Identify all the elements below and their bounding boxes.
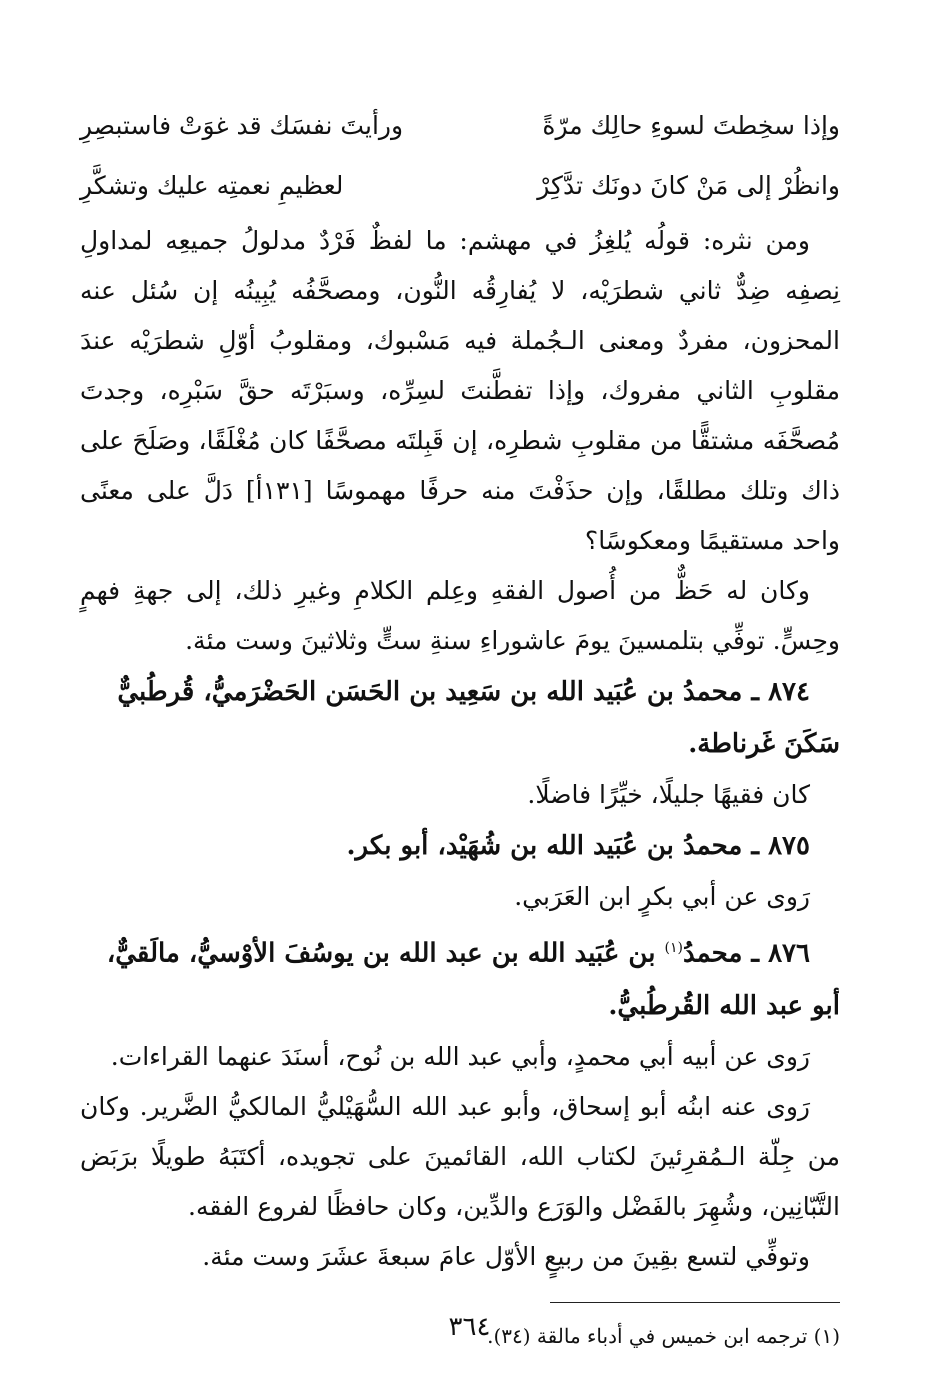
entry-876-text: رَوى عن أبيه أبي محمدٍ، وأبي عبد الله بن نُوح، أسنَدَ عنهما القراءات. [110,1041,810,1071]
poem-verse [80,96,840,156]
biography-paragraph: وكان له حَظٌّ من أُصول الفقهِ وعِلم الكلامِ وغيرِ ذلك، إلى جهةِ فهمٍ وحِسٍّ. توفِّي بتلمسينَ يومَ عاشوراءِ سنةِ ستٍّ وثلاثينَ وست مئة. [80,576,840,655]
verse-second-hemistich: ورأيتَ نفسَك قد غوَتْ فاستبصِرِ [80,111,404,140]
entry-875-text: رَوى عن أبي بكرٍ ابن العَرَبي. [514,882,810,911]
riddle-paragraph: ومن نثره: قولُه يُلغِزُ في مهشم: ما لفظٌ فَرْدٌ مدلولُ جميعِه لمداولِ نِصفِه ضِدٌّ ثاني شطرَيْه، لا يُفارِقُه النُّون، ومصحَّفُه يُبِينُه إن سُئل عنه المحزون، مفردٌ ومعنى الـجُملة فيه مَسْبوك، ومقلوبُ أوّلِ شطرَيْه عندَ مقلوبِ الثاني مفروك، وإذا تفطَّنتَ لسِرِّه، وسبَرْتَه حقَّ سَبْرِه، وجدتَ مُصحَّفَه مشتقًّا من مقلوبِ شطرِه، إن قَبِلتَه مصحَّفًا كان مُغْلَقًا، وصَلَحَ على ذاك وتلك مطلقًا، وإن حذَفْتَ منه حرفًا مهموسًا [١٣١أ] دَلَّ على معنًى واحد مستقيمًا ومعكوسًا؟ [80,226,840,555]
entry-876-text: رَوى عنه ابنُه أبو إسحاق، وأبو عبد الله السُّهَيْليُّ المالكيُّ الضَّرير. وكان من جِلّة الـمُقرِئينَ لكتاب الله، القائمينَ على تجويده، أكتَبَهُ طويلًا برَبَض التَّبّانِين، وشُهِرَ بالفَضْل والوَرَع والدِّين، وكان حافظًا لفروع الفقه. [80,1091,840,1221]
entry-875-heading: ٨٧٥ ـ محمدُ بن عُبَيد الله بن شُهَيْد، أبو بكر. [346,831,810,861]
poem-verse [80,156,840,216]
entry-876-text: وتوفِّي لتسع بقِينَ من ربيعٍ الأوّل عامَ سبعةَ عشَرَ وست مئة. [202,1241,810,1271]
entry-876-heading-start: ٨٧٦ ـ محمدُ [682,938,810,969]
verse-second-hemistich: لعظيمِ نعمتِه عليك وتشكَّرِ [80,171,344,200]
entry-876-heading-end: بن عُبَيد الله بن عبد الله بن يوسُفَ الأوْسيُّ، مالَقيٌّ، أبو عبد الله القُرطُبيُّ. [106,938,840,1021]
page-body [80,96,840,1351]
footnote-divider [550,1302,840,1303]
entry-874-text: كان فقيهًا جليلًا، خيِّرًا فاضلًا. [527,780,810,809]
entry-876-heading [80,922,840,1032]
verse-first-hemistich: وإذا سخِطتَ لسوءِ حالِك مرّةً [542,111,840,140]
verse-first-hemistich: وانظُرْ إلى مَنْ كانَ دونَك تدَّكِرْ [537,171,840,200]
footnote: (١) ترجمه ابن خميس في أدباء مالقة (٣٤). [487,1323,840,1348]
footnote-marker: (١) [664,940,683,956]
entry-874-heading: ٨٧٤ ـ محمدُ بن عُبَيد الله بن سَعِيد بن الحَسَن الحَضْرَميُّ، قُرطُبيٌّ سَكَنَ غَرناطة. [117,677,840,759]
page-number: ٣٦٤ [448,1312,491,1342]
